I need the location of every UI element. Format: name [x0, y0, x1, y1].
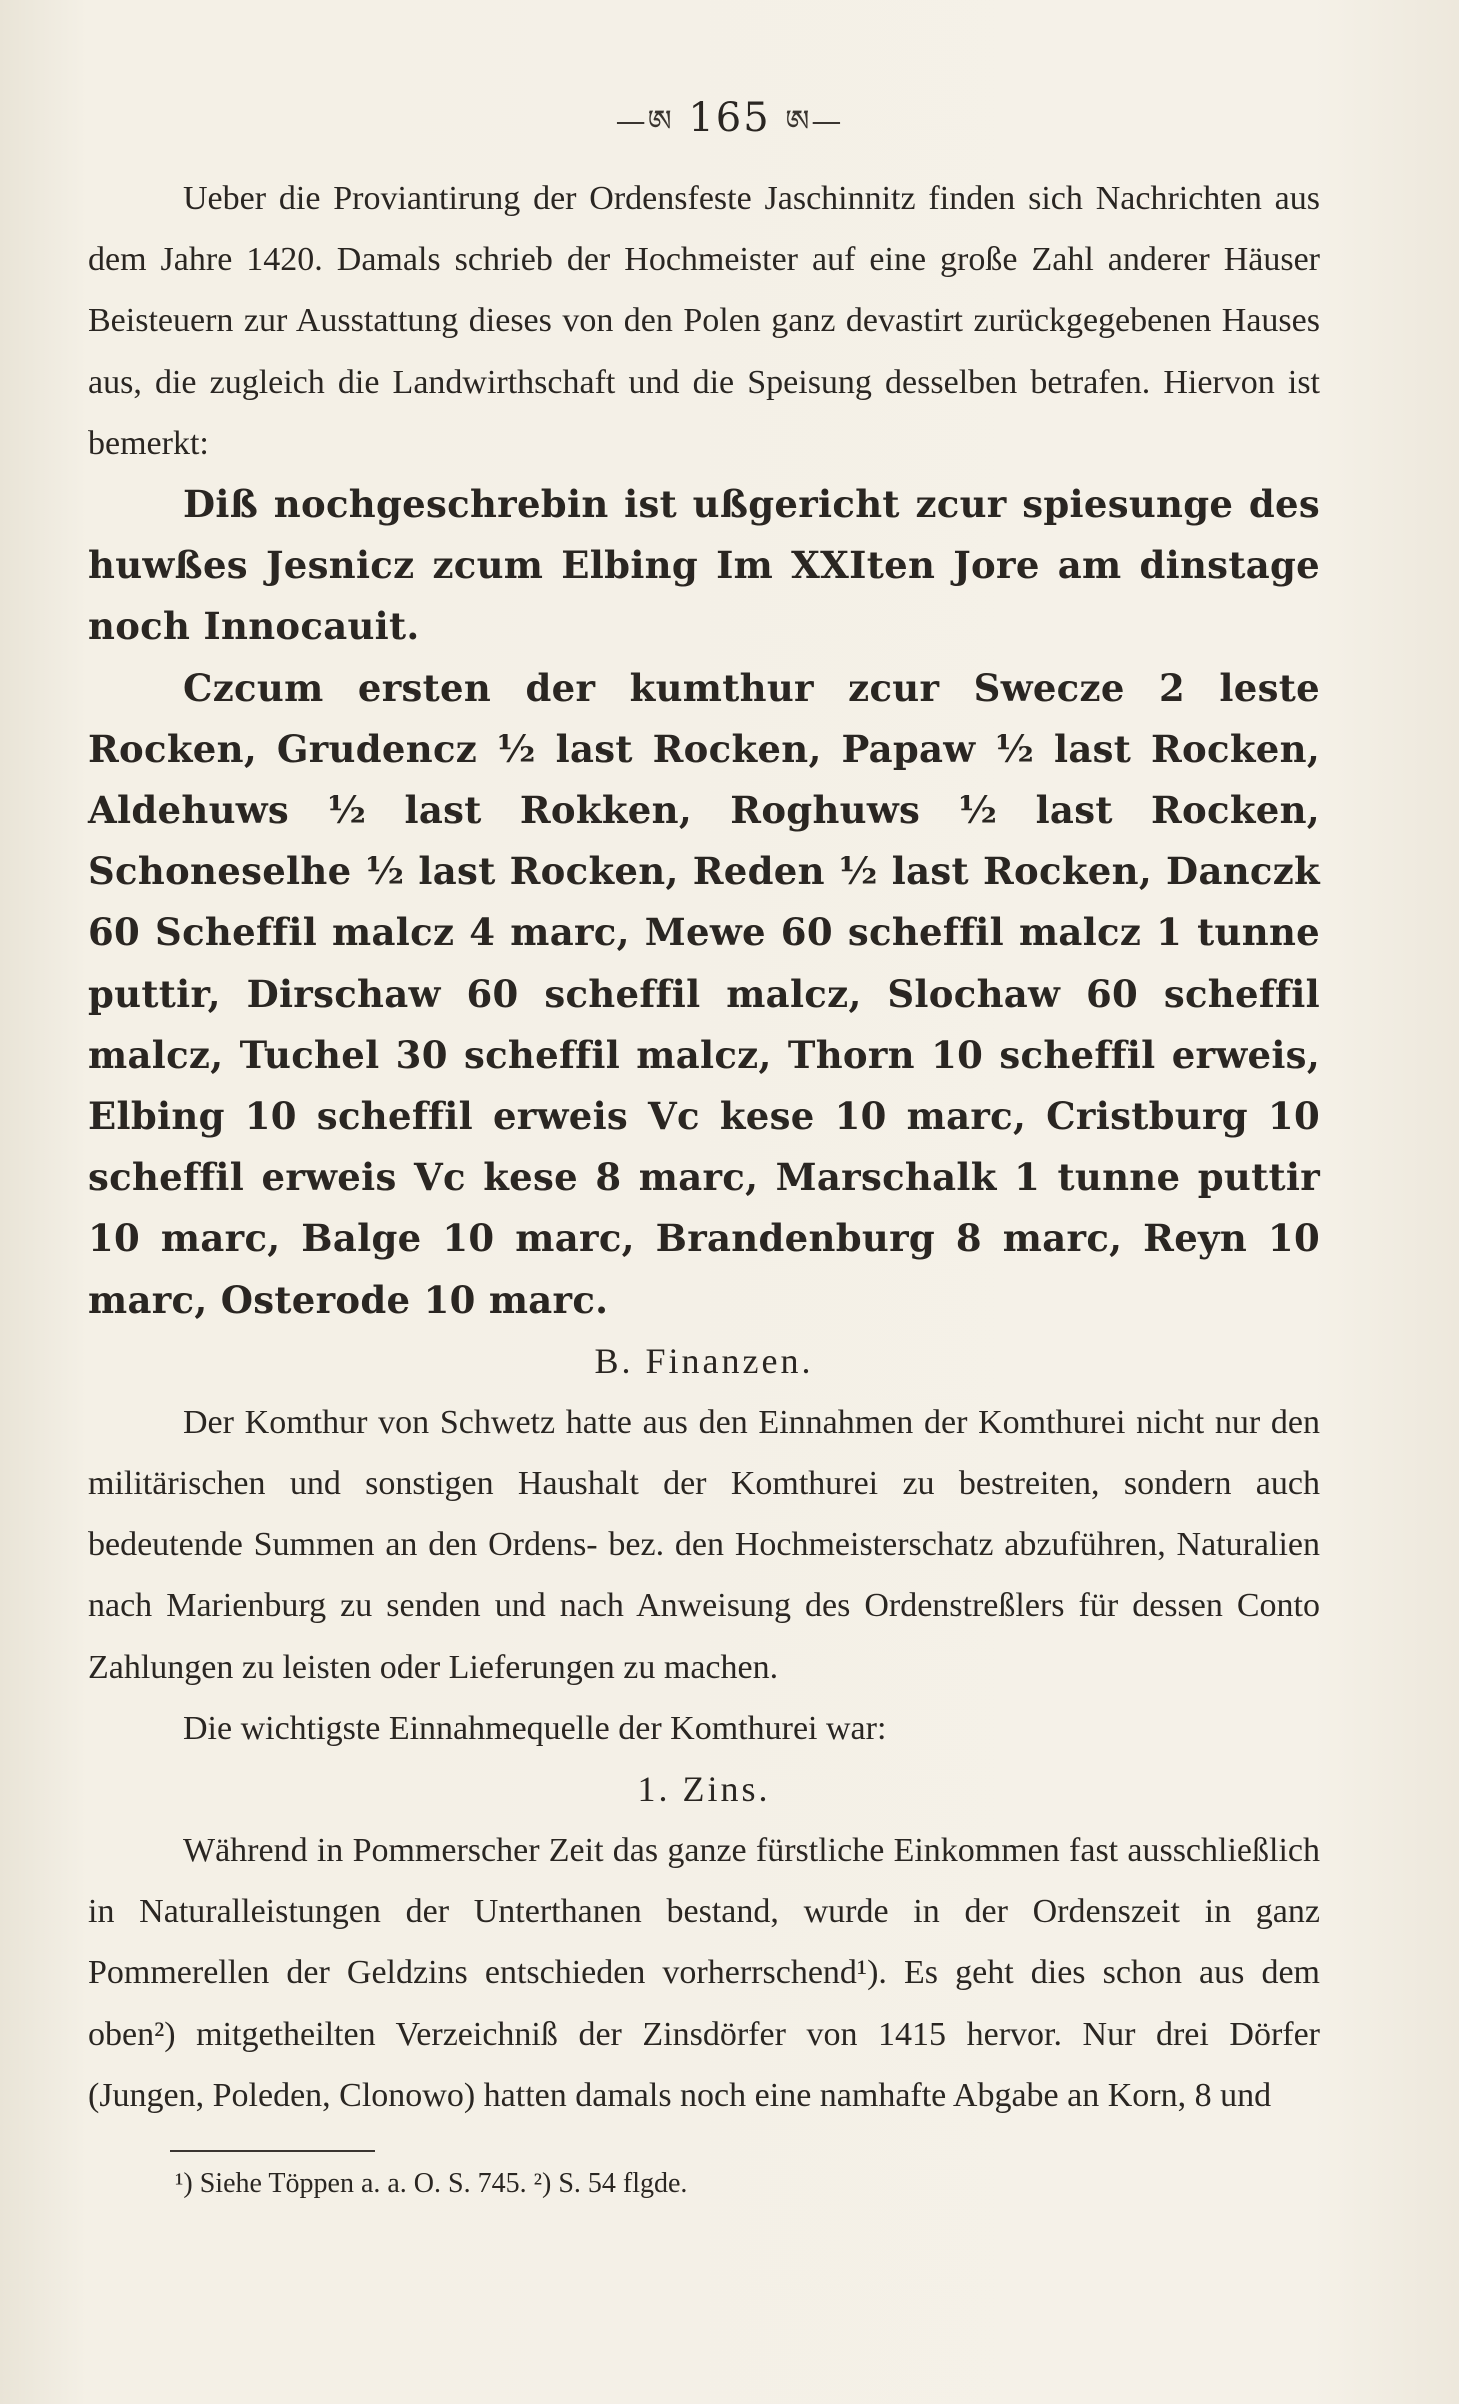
paragraph-einnahmequelle: Die wichtigste Einnahmequelle der Komthurei war:	[183, 1709, 887, 1747]
paragraph-zins: Während in Pommerscher Zeit das ganze fürstliche Einkommen fast ausschließlich in Naturalleistungen der Unterthanen bestand, wurde in der Ordenszeit in ganz Pommerellen der Geldzins entschieden vorherrschend¹). Es geht dies schon aus dem oben²) mitgetheilten Verzeichniß der Zinsdörfer von 1415 hervor. Nur drei Dörfer (Jungen, Poleden, Clonowo) hatten damals noch eine namhafte Abgabe an Korn, 8 und	[88, 1832, 1320, 2114]
page-number: 165	[688, 95, 771, 141]
page-header	[0, 88, 1459, 172]
page-body	[88, 168, 1320, 2126]
quote-list: Czcum ersten der kumthur zcur Swecze 2 leste Rocken, Grudencz ½ last Rocken, Papaw ½ last Rocken, Aldehuws ½ last Rokken, Roghuws ½ last Rocken, Schoneselhe ½ last Rocken, Reden ½ last Rocken, Danczk 60 Scheffil malcz 4 marc, Mewe 60 scheffil malcz 1 tunne puttir, Dirschaw 60 scheffil malcz, Slochaw 60 scheffil malcz, Tuchel 30 scheffil malcz, Thorn 10 scheffil erweis, Elbing 10 scheffil erweis Vc kese 10 marc, Cristburg 10 scheffil erweis Vc kese 8 marc, Marschalk 1 tunne puttir 10 marc, Balge 10 marc, Brandenburg 8 marc, Reyn 10 marc, Osterode 10 marc.	[88, 665, 1320, 1322]
subsection-heading-zins: 1. Zins.	[637, 1769, 771, 1810]
paragraph-komthur: Der Komthur von Schwetz hatte aus den Einnahmen der Komthurei nicht nur den militärischen und sonstigen Haushalt der Komthurei zu bestreiten, sondern auch bedeutende Summen an den Ordens- bez. den Hochmeisterschatz abzuführen, Naturalien nach Marienburg zu senden und nach Anweisung des Ordenstreßlers für dessen Conto Zahlungen zu leisten oder Lieferungen zu machen.	[88, 1403, 1320, 1686]
header-ornament-left: —ཨ	[615, 104, 674, 139]
footnote-divider	[170, 2150, 375, 2152]
section-heading-finanzen: B. Finanzen.	[594, 1340, 814, 1381]
header-ornament-right: ཨ—	[785, 104, 844, 139]
footnotes: ¹) Siehe Töppen a. a. O. S. 745. ²) S. 54 flgde.	[175, 2168, 688, 2199]
quote-heading: Diß nochgeschrebin ist ußgericht zcur spiesunge des huwßes Jesnicz zcum Elbing Im XXIten Jore am dinstage noch Innocauit.	[88, 482, 1320, 649]
paragraph-provisioning: Ueber die Proviantirung der Ordensfeste Jaschinnitz finden sich Nachrichten aus dem Jahre 1420. Damals schrieb der Hochmeister auf eine große Zahl anderer Häuser Beisteuern zur Ausstattung dieses von den Polen ganz devastirt zurückgegebenen Hauses aus, die zugleich die Landwirthschaft und die Speisung desselben betrafen. Hiervon ist bemerkt:	[88, 180, 1320, 462]
